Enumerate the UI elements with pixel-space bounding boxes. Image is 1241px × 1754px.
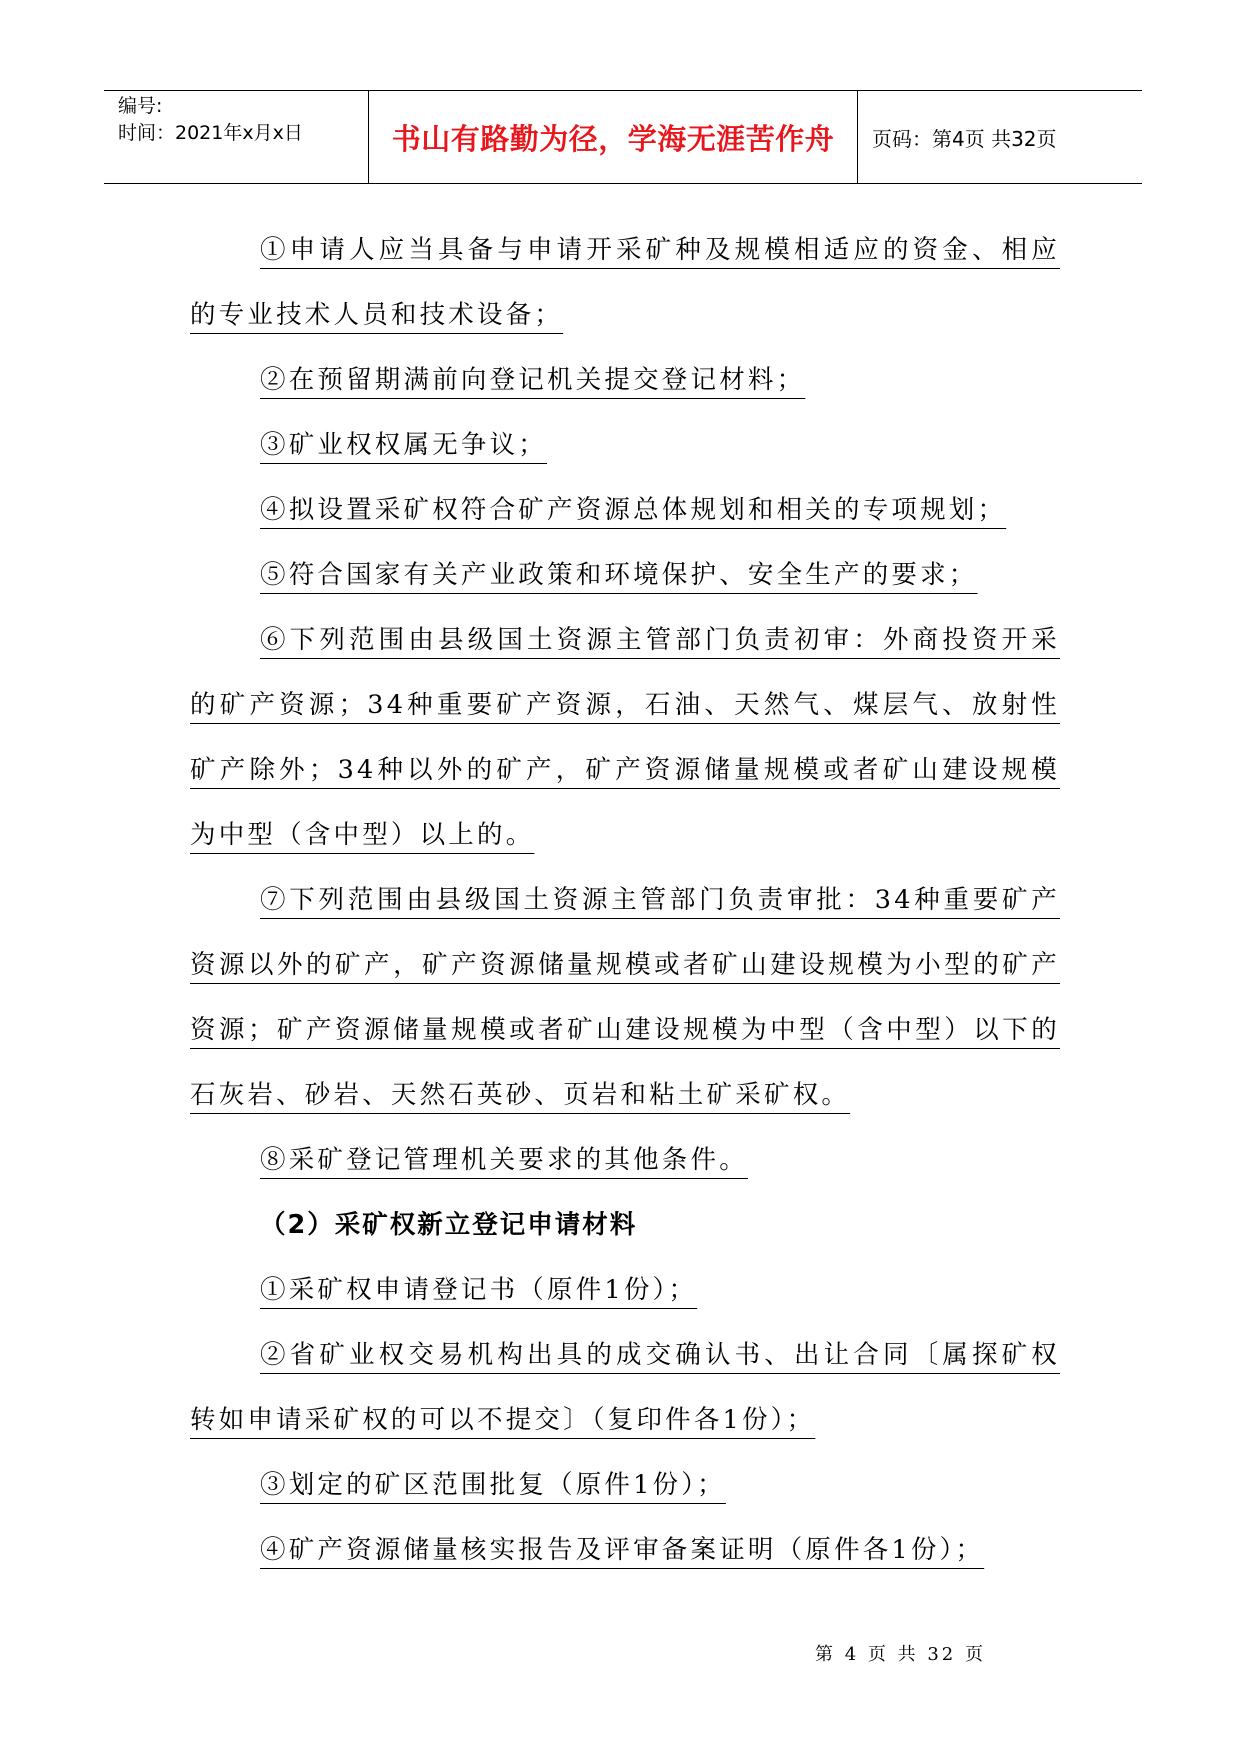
paragraph: ④拟设置采矿权符合矿产资源总体规划和相关的专项规划； (260, 495, 1007, 525)
material-item: ②省矿业权交易机构出具的成交确认书、出让合同〔属探矿权转如申请采矿权的可以不提交〕（复印件各1份）； (190, 1340, 1060, 1435)
material-item: ①采矿权申请登记书（原件1份）； (260, 1275, 698, 1305)
number-label: 编号: (118, 95, 163, 117)
paragraph: ①申请人应当具备与申请开采矿种及规模相适应的资金、相应的专业技术人员和技术设备； (190, 235, 1060, 330)
time-label: 时间：2021年x月x日 (118, 122, 303, 144)
document-body (190, 218, 1060, 1583)
paragraph: ②在预留期满前向登记机关提交登记材料； (260, 365, 806, 395)
page-info: 页码：第4页 共32页 (872, 126, 1057, 151)
material-item: ③划定的矿区范围批复（原件1份）； (260, 1470, 726, 1500)
header-table (104, 90, 1142, 184)
material-item: ④矿产资源储量核实报告及评审备案证明（原件各1份）； (260, 1535, 985, 1565)
paragraph: ③矿业权权属无争议； (260, 430, 548, 460)
page-footer (0, 1640, 1241, 1666)
section-heading: （2）采矿权新立登记申请材料 (260, 1210, 638, 1240)
header-page-cell (858, 91, 1142, 183)
paragraph: ⑧采矿登记管理机关要求的其他条件。 (260, 1145, 748, 1175)
paragraph: ⑥下列范围由县级国土资源主管部门负责初审：外商投资开采的矿产资源；34种重要矿产资源，石油、天然气、煤层气、放射性矿产除外；34种以外的矿产，矿产资源储量规模或者矿山建设规模为中型（含中型）以上的。 (190, 625, 1060, 850)
header-motto-cell (369, 91, 858, 183)
paragraph: ⑦下列范围由县级国土资源主管部门负责审批：34种重要矿产资源以外的矿产，矿产资源储量规模或者矿山建设规模为小型的矿产资源；矿产资源储量规模或者矿山建设规模为中型（含中型）以下的石灰岩、砂岩、天然石英砂、页岩和粘土矿采矿权。 (190, 885, 1060, 1110)
motto-text: 书山有路勤为径，学海无涯苦作舟 (391, 121, 835, 156)
paragraph: ⑤符合国家有关产业政策和环境保护、安全生产的要求； (260, 560, 978, 590)
header-left-cell (104, 91, 369, 183)
footer-page-number: 第 4 页 共 32 页 (815, 1644, 986, 1665)
